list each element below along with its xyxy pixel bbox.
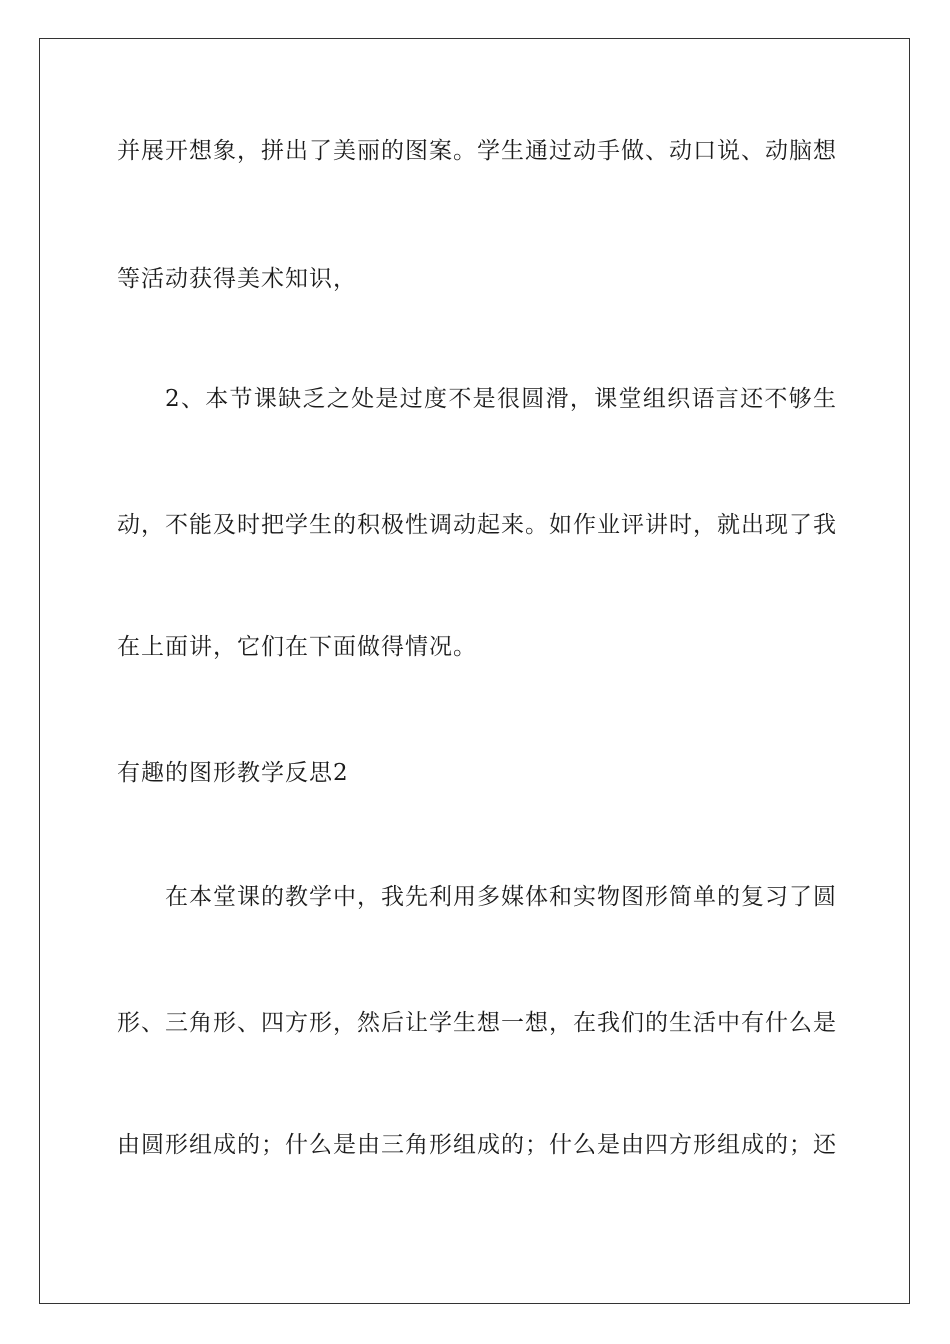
paragraph-line-6: 在本堂课的教学中，我先利用多媒体和实物图形简单的复习了圆 — [165, 884, 837, 910]
paragraph-line-1: 并展开想象，拼出了美丽的图案。学生通过动手做、动口说、动脑想 — [117, 138, 837, 164]
section-heading: 有趣的图形教学反思2 — [117, 760, 349, 786]
paragraph-line-7: 形、三角形、四方形，然后让学生想一想，在我们的生活中有什么是 — [117, 1010, 837, 1036]
paragraph-line-3: 2、本节课缺乏之处是过度不是很圆滑，课堂组织语言还不够生 — [165, 386, 837, 412]
paragraph-line-5: 在上面讲，它们在下面做得情况。 — [117, 634, 477, 660]
page-border — [39, 38, 910, 1304]
paragraph-line-4: 动，不能及时把学生的积极性调动起来。如作业评讲时，就出现了我 — [117, 512, 837, 538]
paragraph-line-2: 等活动获得美术知识， — [117, 266, 357, 292]
paragraph-line-8: 由圆形组成的；什么是由三角形组成的；什么是由四方形组成的；还 — [117, 1132, 837, 1158]
